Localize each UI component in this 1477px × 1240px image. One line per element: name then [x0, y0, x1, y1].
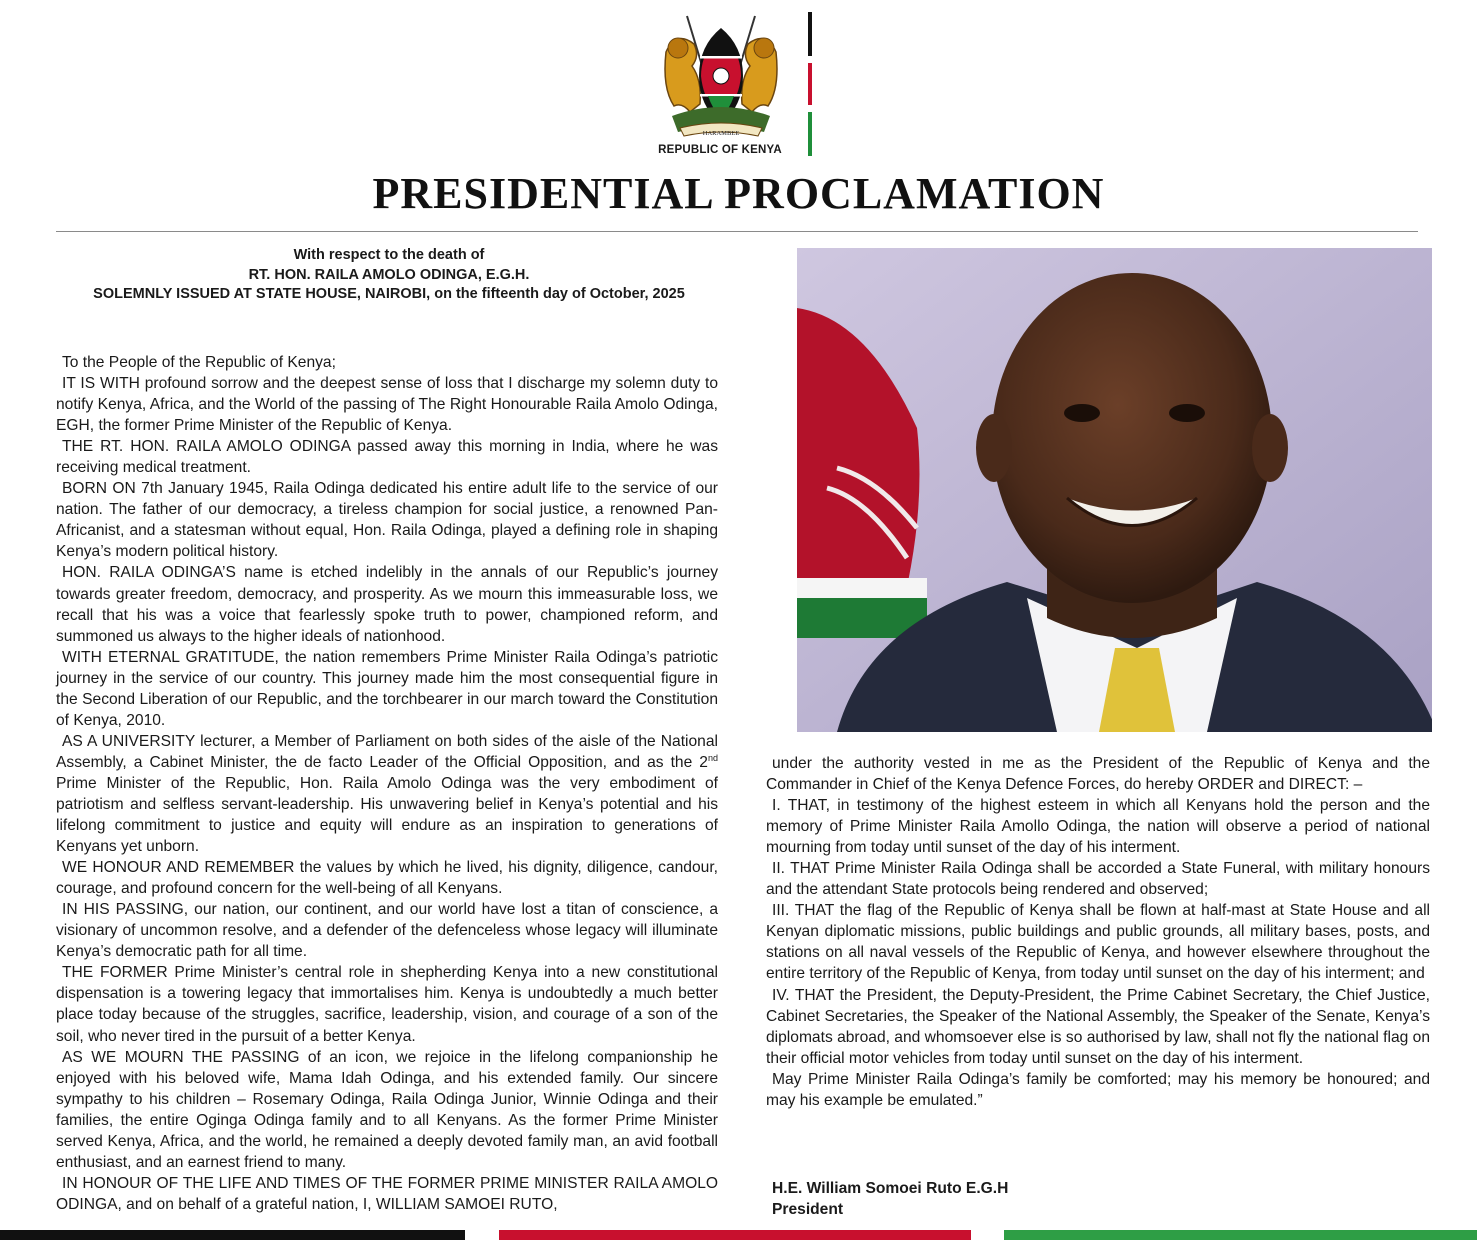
heading-line-1: With respect to the death of: [293, 247, 485, 263]
paragraph: THE FORMER Prime Minister’s central role in shepherding Kenya into a new constitutional dispensation is a towering legacy that immortalises him. Kenya is undoubtedly a much better place today because of the struggles, sacrifice, leadership, vision, and courage of a son of the soil, who never tired in the pursuit of a better Kenya.: [56, 964, 718, 1045]
title-divider: [56, 231, 1418, 232]
kenya-coat-of-arms: [652, 12, 790, 142]
paragraph: IT IS WITH profound sorrow and the deepest sense of loss that I discharge my solemn duty to notify Kenya, Africa, and the World of the passing of The Right Honourable Raila Amolo Odinga, EGH, the former Prime Minister of the Republic of Kenya.: [56, 375, 718, 435]
flag-bar-red: [808, 63, 812, 105]
portrait-illustration: [797, 248, 1432, 732]
proclamation-body-right: [766, 753, 1430, 1111]
paragraph: WITH ETERNAL GRATITUDE, the nation remembers Prime Minister Raila Odinga’s patriotic journey in the service of our country. This journey made him the most consequential figure in the Second Liberation of our Republic, and the torchbearer in our march toward the Constitution of Kenya, 2010.: [56, 648, 718, 729]
closing-paragraph: May Prime Minister Raila Odinga’s family be comforted; may his memory be honoured; and may his example be emulated.”: [766, 1070, 1430, 1109]
paragraph: To the People of the Republic of Kenya;: [62, 354, 336, 371]
signatory-name: H.E. William Somoei Ruto E.G.H: [772, 1180, 1009, 1197]
paragraph: BORN ON 7th January 1945, Raila Odinga dedicated his entire adult life to the service of our nation. The father of our democracy, a tireless champion for social justice, a renowned Pan-Africanist, and a statesman without equal, Hon. Raila Odinga, played a defining role in shaping Kenya’s modern political history.: [56, 480, 718, 561]
paragraph: IN HONOUR OF THE LIFE AND TIMES OF THE FORMER PRIME MINISTER RAILA AMOLO ODINGA, and on behalf of a grateful nation, I, WILLIAM SAMOEI RUTO,: [56, 1174, 718, 1213]
heading-line-3: SOLEMNLY ISSUED AT STATE HOUSE, NAIROBI, on the fifteenth day of October, 2025: [93, 286, 685, 302]
order-item: III. THAT the flag of the Republic of Kenya shall be flown at half-mast at State House and all Kenyan diplomatic missions, public buildings and public grounds, all military bases, posts, and stations on all naval vessels of the Republic of Kenya, and however elsewhere throughout the entire territory of the Republic of Kenya, from today until sunset on the day of his interment; and: [766, 902, 1430, 983]
flag-bar-black: [808, 12, 812, 56]
flag-bar-green: [808, 112, 812, 156]
page-title: PRESIDENTIAL PROCLAMATION: [372, 169, 1105, 218]
paragraph-part: AS A UNIVERSITY lecturer, a Member of Parliament on both sides of the aisle of the National Assembly, a Cabinet Minister, the de facto Leader of the Official Opposition, and as the 2: [56, 732, 718, 771]
signature-block: [772, 1178, 1008, 1220]
heading-line-2: RT. HON. RAILA AMOLO ODINGA, E.G.H.: [248, 266, 530, 283]
paragraph: WE HONOUR AND REMEMBER the values by which he lived, his dignity, diligence, candour, courage, and profound concern for the well-being of all Kenyans.: [56, 859, 718, 898]
footer-stripe-black: [0, 1230, 465, 1240]
ordinal-superscript: nd: [707, 752, 718, 763]
signatory-role: President: [772, 1201, 844, 1218]
republic-label: REPUBLIC OF KENYA: [658, 144, 782, 156]
paragraph: HON. RAILA ODINGA’S name is etched indelibly in the annals of our Republic’s journey towards greater freedom, democracy, and prosperity. As we mourn this immeasurable loss, we recall that his was a voice that fearlessly spoke truth to power, championed reform, and summoned us always to the higher ideals of nationhood.: [56, 564, 718, 645]
footer-stripe-red: [499, 1230, 971, 1240]
coat-motto: HARAMBEE: [702, 130, 740, 137]
footer-stripe-green: [1004, 1230, 1477, 1240]
paragraph: AS WE MOURN THE PASSING of an icon, we rejoice in the lifelong companionship he enjoyed with his beloved wife, Mama Idah Odinga, and his extended family. Our sincere sympathy to his children – Rosemary Odinga, Raila Odinga Junior, Winnie Odinga and their families, the entire Oginga Odinga family and to all Kenyans. As the former Prime Minister served Kenya, Africa, and the world, he remained a deeply devoted family man, an avid football enthusiast, and an earnest friend to many.: [56, 1048, 718, 1171]
order-preamble: under the authority vested in me as the President of the Republic of Kenya and the Commander in Chief of the Kenya Defence Forces, do hereby ORDER and DIRECT: –: [766, 755, 1430, 794]
proclamation-body-left: [56, 352, 718, 1215]
proclamation-heading: [56, 246, 722, 305]
paragraph: THE RT. HON. RAILA AMOLO ODINGA passed away this morning in India, where he was receiving medical treatment.: [56, 438, 718, 477]
paragraph-part: Prime Minister of the Republic, Hon. Raila Amolo Odinga was the very embodiment of patriotism and selfless servant-leadership. His unwavering belief in Kenya’s potential and his lifelong commitment to justice and equity will endure as an inspiration to generations of Kenyans yet unborn.: [56, 774, 718, 856]
president-portrait-photo: [797, 248, 1432, 732]
order-item: IV. THAT the President, the Deputy-President, the Prime Cabinet Secretary, the Chief Justice, Cabinet Secretaries, the Speaker of the National Assembly, the Speaker of the Senate, Kenya’s diplomats abroad, and whomsoever else is so authorised by law, shall not fly the national flag on their official motor vehicles from today until sunset on the day of his interment.: [766, 986, 1430, 1067]
order-item: I. THAT, in testimony of the highest esteem in which all Kenyans hold the person and the memory of Prime Minister Raila Amollo Odinga, the nation will observe a period of national mourning from today until sunset of the day of his interment.: [766, 797, 1430, 857]
order-item: II. THAT Prime Minister Raila Odinga shall be accorded a State Funeral, with military honours and the attendant State protocols being rendered and observed;: [766, 860, 1430, 899]
paragraph: IN HIS PASSING, our nation, our continent, and our world have lost a titan of conscience, a visionary of uncommon resolve, and a defender of the defenceless whose legacy will illuminate Kenya’s democratic path for all time.: [56, 901, 718, 961]
paragraph: [56, 731, 718, 857]
